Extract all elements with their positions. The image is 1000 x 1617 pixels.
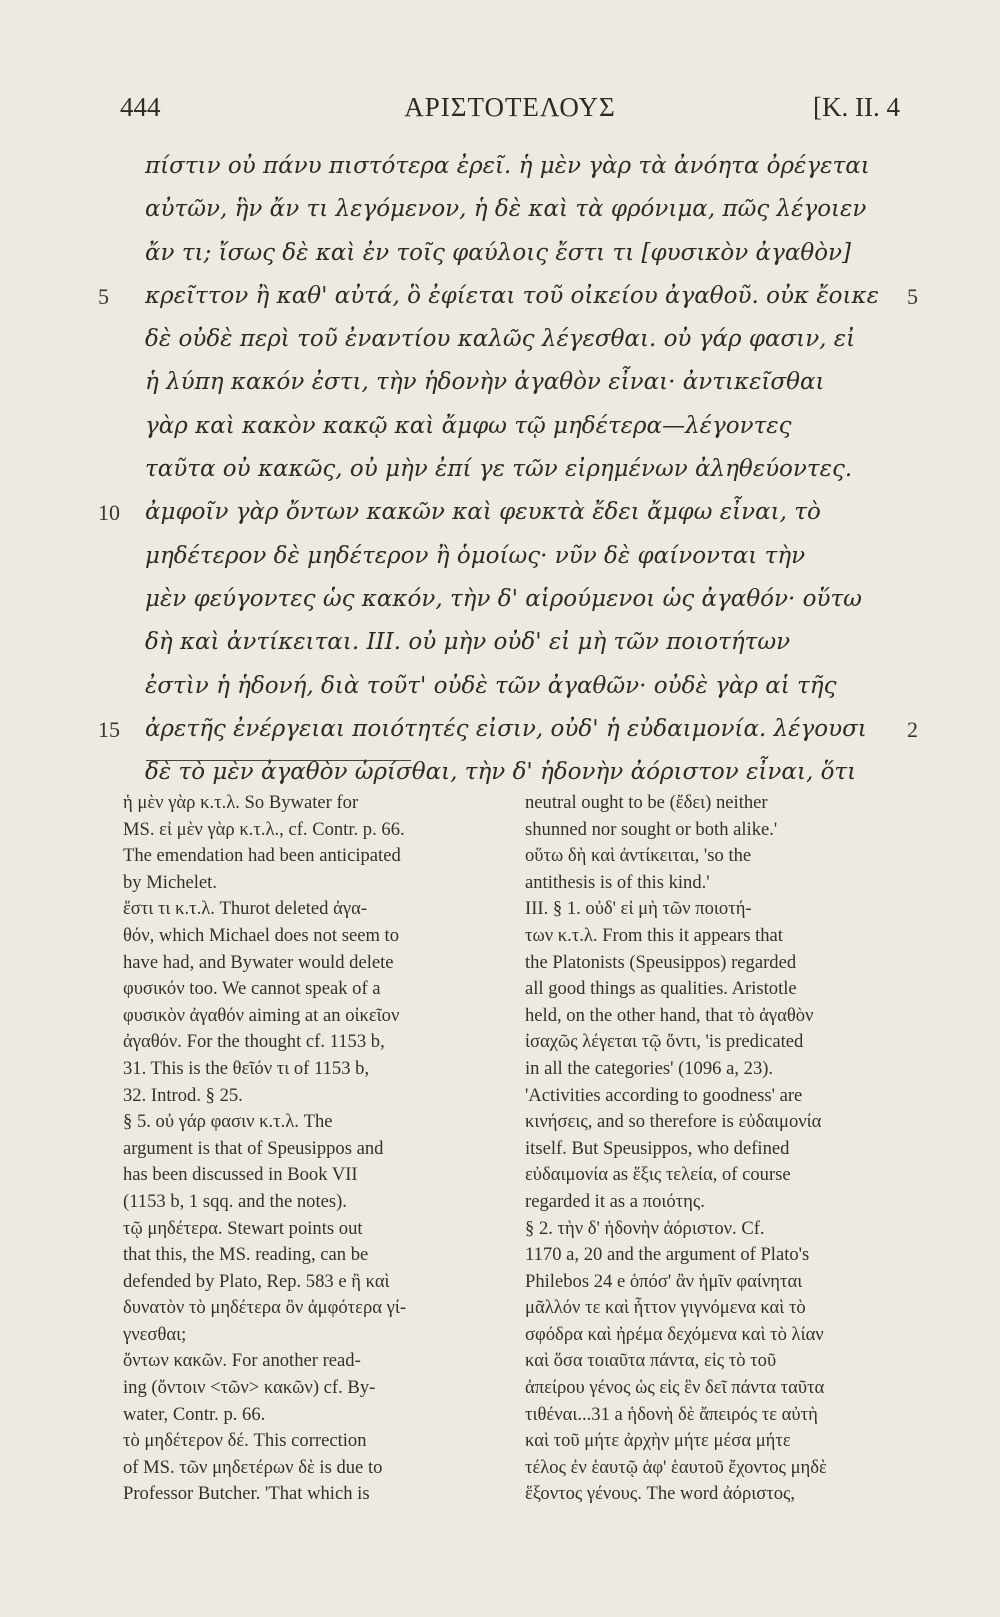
margin-section-number: 5 [907,283,918,309]
note-line: regarded it as a ποιότης. [525,1190,705,1212]
note-line: by Michelet. [123,871,217,893]
note-line: itself. But Speusippos, who defined [525,1137,790,1159]
note-line: shunned nor sought or both alike.' [525,818,778,840]
note-line: ἕξοντος γένους. The word ἀόριστος, [525,1483,796,1505]
note-line: the Platonists (Speusippos) regarded [525,951,797,973]
note-line: καὶ τοῦ μήτε ἀρχὴν μήτε μέσα μήτε [525,1430,791,1452]
text-line-content: μὲν φεύγοντες ὡς κακόν, τὴν δ' αἱρούμενοι ὡς ἀγαθόν· οὕτω [145,585,862,612]
note-line: ἀγαθόν. For the thought cf. 1153 b, [123,1031,385,1053]
note-line: δυνατὸν τὸ μηδέτερα ὂν ἀμφότερα γί- [123,1297,407,1319]
note-line: in all the categories' (1096 a, 23). [525,1057,774,1079]
note-line: ἀπείρου γένος ὡς εἰς ἓν δεῖ πάντα ταῦτα [525,1377,825,1399]
note-line: that this, the MS. reading, can be [123,1244,369,1266]
text-line [145,405,900,448]
text-line-content: πίστιν οὐ πάνυ πιστότερα ἐρεῖ. ἡ μὲν γὰρ τὰ ἀνόητα ὀρέγεται [145,153,870,179]
note-line: 32. Introd. § 25. [123,1084,243,1106]
text-line [145,145,900,188]
note-line: τέλος ἐν ἑαυτῷ ἀφ' ἑαυτοῦ ἔχοντος μηδὲ [525,1456,827,1478]
text-line-content: ἀμφοῖν γὰρ ὄντων κακῶν καὶ φευκτὰ ἔδει ἄμφω εἶναι, τὸ [145,499,821,526]
note-line: § 5. οὐ γάρ φασιν κ.τ.λ. The [123,1111,333,1133]
footnote-rule [146,760,411,761]
text-line [145,448,900,491]
note-line: των κ.τ.λ. From this it appears that [525,924,783,946]
commentary-left-column [123,790,496,1508]
note-line: εὐδαιμονία as ἕξις τελεία, of course [525,1164,791,1186]
text-line-content: δὴ καὶ ἀντίκειται. III. οὐ μὴν οὐδ' εἰ μὴ τῶν ποιοτήτων [145,629,791,656]
text-line-content: κρεῖττον ἢ καθ' αὐτά, ὃ ἐφίεται τοῦ οἰκείου ἀγαθοῦ. οὐκ ἔοικε [145,282,879,309]
note-line: The emendation had been anticipated [123,845,401,867]
note-line: neutral ought to be (ἔδει) neither [525,792,768,813]
text-line [98,275,918,318]
text-line-content: ταῦτα οὐ κακῶς, οὐ μὴν ἐπί γε τῶν εἰρημένων ἀληθεύοντες. [145,456,853,483]
text-line [145,535,900,578]
text-line-content: αὐτῶν, ἣν ἄν τι λεγόμενον, ἡ δὲ καὶ τὰ φρόνιμα, πῶς λέγοιεν [145,196,867,223]
note-line: ἡ μὲν γὰρ κ.τ.λ. So Bywater for [123,792,359,813]
note-line: 31. This is the θεῖόν τι of 1153 b, [123,1057,370,1079]
page-number: 444 [120,92,161,122]
line-number: 15 [98,716,120,742]
note-line: Philebos 24 e ὁπόσ' ἂν ἡμῖν φαίνηται [525,1270,803,1292]
text-line-content: δὲ τὸ μὲν ἀγαθὸν ὡρίσθαι, τὴν δ' ἡδονὴν ἀόριστον εἶναι, ὅτι [145,759,857,786]
running-title: ΑΡΙΣΤΟΤΕΛΟΥΣ [404,92,616,122]
text-line [145,318,900,361]
note-line: κινήσεις, and so therefore is εὐδαιμονία [525,1111,822,1133]
note-line: held, on the other hand, that τὸ ἀγαθὸν [525,1004,814,1026]
note-line: water, Contr. p. 66. [123,1403,266,1425]
note-line: καὶ ὅσα τοιαῦτα πάντα, εἰς τὸ τοῦ [525,1350,777,1372]
line-number: 10 [98,500,120,526]
text-line [145,361,900,404]
note-line: ing (ὄντοιν <τῶν> κακῶν) cf. By- [123,1377,376,1399]
section-reference: [K. II. 4 [813,92,900,122]
text-line-content: ἡ λύπη κακόν ἐστι, τὴν ἡδονὴν ἀγαθὸν εἶναι· ἀντικεῖσθαι [145,369,825,396]
note-line: Professor Butcher. 'That which is [123,1483,370,1505]
greek-main-text [98,145,918,794]
note-line: of MS. τῶν μηδετέρων δὲ is due to [123,1456,383,1478]
note-line: ἔστι τι κ.τ.λ. Thurot deleted ἀγα- [123,898,368,920]
text-line-content: ἀρετῆς ἐνέργειαι ποιότητές εἰσιν, οὐδ' ἡ εὐδαιμονία. λέγουσι [145,715,867,742]
running-header [120,92,900,132]
note-line: has been discussed in Book VII [123,1164,358,1186]
text-line [145,751,900,794]
note-line: φυσικὸν ἀγαθόν aiming at an οἰκεῖον [123,1004,400,1026]
text-line [98,491,900,534]
text-line-content: μηδέτερον δὲ μηδέτερον ἢ ὁμοίως· νῦν δὲ φαίνονται τὴν [145,542,806,569]
note-line: οὕτω δὴ καὶ ἀντίκειται, 'so the [525,845,752,867]
text-line [145,578,900,621]
text-line [145,232,900,275]
note-line: ἰσαχῶς λέγεται τῷ ὄντι, 'is predicated [525,1031,804,1053]
text-line [145,188,900,231]
text-line [145,621,900,664]
note-line: 1170 a, 20 and the argument of Plato's [525,1244,810,1266]
text-line-content: γὰρ καὶ κακὸν κακῷ καὶ ἄμφω τῷ μηδέτερα—λέγοντες [145,412,792,439]
text-line [98,708,918,751]
note-line: τὸ μηδέτερον δέ. This correction [123,1430,367,1452]
note-line: (1153 b, 1 sqq. and the notes). [123,1190,347,1212]
note-line: τιθέναι...31 a ἡδονὴ δὲ ἄπειρός τε αὐτὴ [525,1403,818,1425]
note-line: have had, and Bywater would delete [123,951,394,973]
note-line: μᾶλλόν τε καὶ ἧττον γιγνόμενα καὶ τὸ [525,1297,806,1319]
text-line [145,665,900,708]
note-line: all good things as qualities. Aristotle [525,978,797,1000]
commentary-right-column [525,790,903,1508]
note-line: defended by Plato, Rep. 583 e ἢ καὶ [123,1270,390,1292]
note-line: θόν, which Michael does not seem to [123,924,400,946]
note-line: MS. εἰ μὲν γὰρ κ.τ.λ., cf. Contr. p. 66. [123,818,405,840]
note-line: φυσικόν too. We cannot speak of a [123,978,381,1000]
note-line: σφόδρα καὶ ἠρέμα δεχόμενα καὶ τὸ λίαν [525,1323,824,1345]
note-line: τῷ μηδέτερα. Stewart points out [123,1217,363,1239]
line-number: 5 [98,283,109,309]
note-line: ὄντων κακῶν. For another read- [123,1350,361,1372]
text-line-content: ἐστὶν ἡ ἡδονή, διὰ τοῦτ' οὐδὲ τῶν ἀγαθῶν· οὐδὲ γὰρ αἱ τῆς [145,672,837,699]
note-line: 'Activities according to goodness' are [525,1084,803,1106]
note-line: antithesis is of this kind.' [525,871,710,893]
margin-section-number: 2 [907,716,918,742]
note-line: III. § 1. οὐδ' εἰ μὴ τῶν ποιοτή- [525,898,752,920]
text-line-content: ἄν τι; ἴσως δὲ καὶ ἐν τοῖς φαύλοις ἔστι τι [φυσικὸν ἀγαθὸν] [145,239,852,266]
text-line-content: δὲ οὐδὲ περὶ τοῦ ἐναντίου καλῶς λέγεσθαι. οὐ γάρ φασιν, εἰ [145,326,856,353]
note-line: argument is that of Speusippos and [123,1137,384,1159]
note-line: § 2. τὴν δ' ἡδονὴν ἀόριστον. Cf. [525,1217,765,1239]
note-line: γνεσθαι; [123,1323,187,1345]
